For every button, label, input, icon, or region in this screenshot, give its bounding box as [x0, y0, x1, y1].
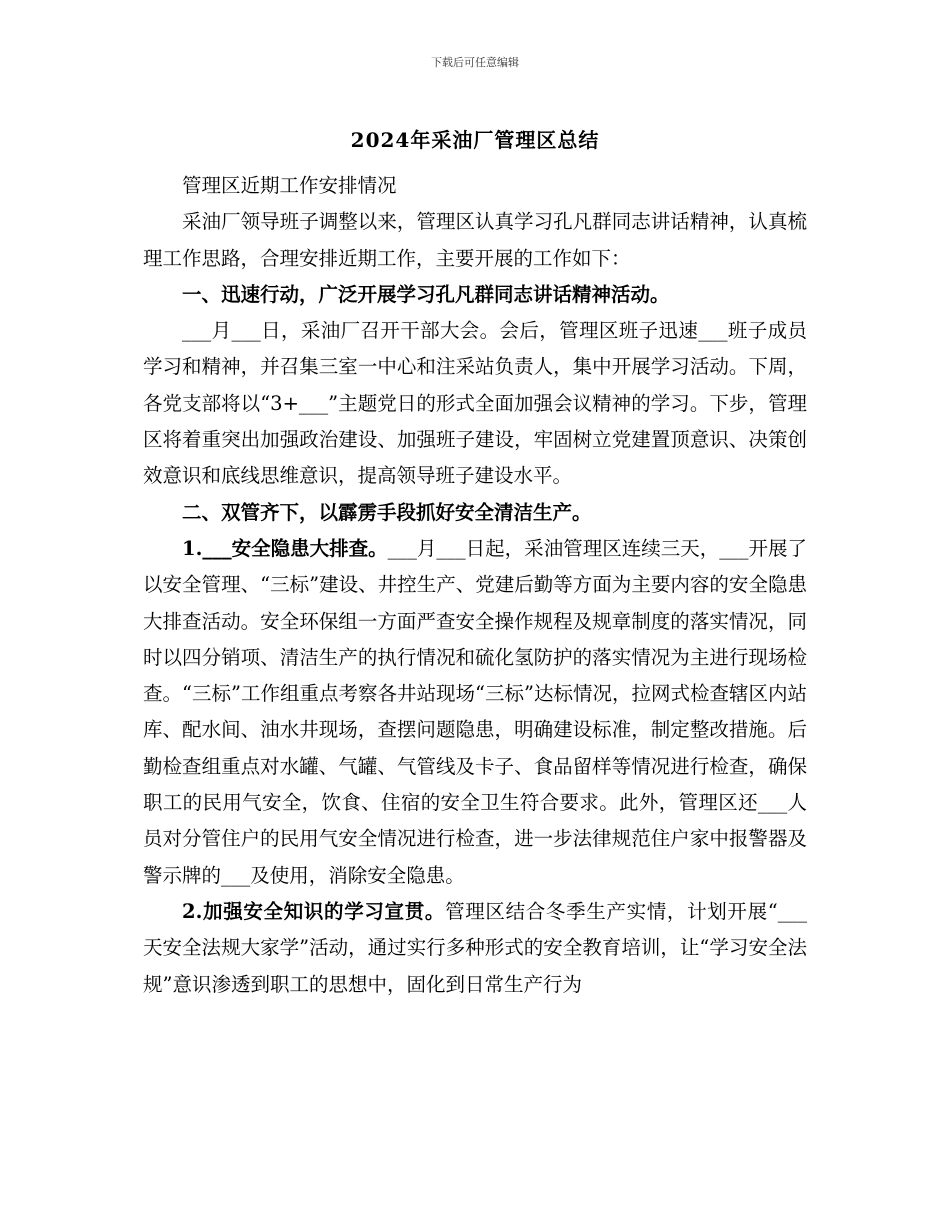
- item-1-lead: 1.___安全隐患大排查。: [182, 536, 388, 560]
- paragraph-meeting: ___月___日，采油厂召开干部大会。会后，管理区班子迅速___班子成员学习和精神，并召集三室一中心和注采站负责人，集中开展学习活动。下周，各党支部将以“3+___”主题党日的形式全面加强会议精神的学习。下步，管理区将着重突出加强政治建设、加强班子建设，牢固树立党建置顶意识、决策创效意识和底线思维意识，提高领导班子建设水平。: [143, 319, 807, 488]
- document-body: [143, 168, 807, 1003]
- section-heading-2: 二、双管齐下，以霹雳手段抓好安全清洁生产。: [182, 500, 592, 524]
- paragraph-safety-inspection: [143, 531, 807, 894]
- item-2-lead: 2.加强安全知识的学习宣贯。: [182, 899, 446, 923]
- section-heading-1: 一、迅速行动，广泛开展学习孔凡群同志讲话精神活动。: [182, 282, 670, 306]
- header-note: 下载后可任意编辑: [431, 56, 519, 69]
- paragraph-safety-training: [143, 894, 807, 1003]
- document-title: 2024年采油厂管理区总结: [350, 128, 600, 152]
- intro-paragraph: 采油厂领导班子调整以来，管理区认真学习孔凡群同志讲话精神，认真梳理工作思路，合理安排近期工作，主要开展的工作如下：: [143, 210, 807, 270]
- item-2-body: 管理区结合冬季生产实情，计划开展“___天安全法规大家学”活动，通过实行多种形式的安全教育培训，让“学习安全法规”意识渗透到职工的思想中，固化到日常生产行为: [143, 899, 807, 996]
- item-1-body: ___月___日起，采油管理区连续三天，___开展了以安全管理、“三标”建设、井控生产、党建后勤等方面为主要内容的安全隐患大排查活动。安全环保组一方面严查安全操作规程及规章制度的落实情况，同时以四分销项、清洁生产的执行情况和硫化氢防护的落实情况为主进行现场检查。“三标”工作组重点考察各井站现场“三标”达标情况，拉网式检查辖区内站库、配水间、油水井现场，查摆问题隐患，明确建设标准，制定整改措施。后勤检查组重点对水罐、气罐、气管线及卡子、食品留样等情况进行检查，确保职工的民用气安全，饮食、住宿的安全卫生符合要求。此外，管理区还___人员对分管住户的民用气安全情况进行检查，进一步法律规范住户家中报警器及警示牌的___及使用，消除安全隐患。: [143, 536, 807, 887]
- section-intro-heading: 管理区近期工作安排情况: [182, 174, 397, 197]
